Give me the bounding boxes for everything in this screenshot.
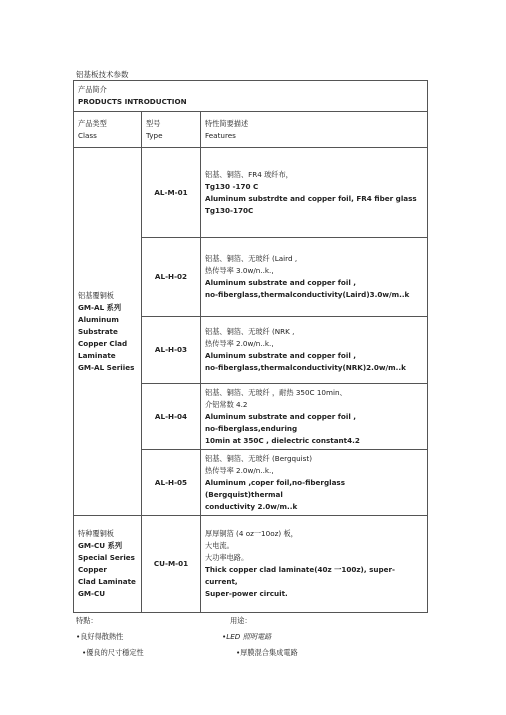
class-cell-cu xyxy=(74,516,142,613)
use-item: •厚膜混合集成電路 xyxy=(236,648,298,657)
class-al-line: GM-AL Seriies xyxy=(78,362,135,372)
class-cu-line: 特种覆铜板 xyxy=(78,529,114,538)
features-cell xyxy=(201,148,428,238)
class-cu-line: Copper xyxy=(78,565,107,574)
feature-line: no-fiberglass,thermalconductivity(Laird)3.0w/m..k xyxy=(205,290,410,299)
header-class-cn: 产品类型 xyxy=(78,118,107,128)
table-row xyxy=(74,516,428,613)
class-al-line: Copper Clad xyxy=(78,338,128,348)
use-label: 用途： xyxy=(230,616,252,625)
feature-line: Aluminum ,coper foil,no-fiberglass (Bergquist)thermal xyxy=(205,477,345,499)
feature-line: no-fiberglass,thermalconductivity(NRK)2.0w/m..k xyxy=(205,363,406,372)
feature-line: 热传导率 2.0w/n..k., xyxy=(205,465,274,475)
header-type-en: Type xyxy=(146,130,163,140)
feature-line: 热传导率 2.0w/n..k., xyxy=(205,339,274,348)
type-cell: AL-H-03 xyxy=(142,317,201,384)
class-al-line: GM-AL 系列 xyxy=(78,302,122,312)
feature-line: 铝基、铜箔、无玻纤 (Bergquist) xyxy=(205,453,313,463)
feature-line: conductivity 2.0w/m..k xyxy=(205,501,298,511)
header-type xyxy=(142,112,201,148)
class-al-line: 铝基覆铜板 xyxy=(78,290,114,300)
features-cell xyxy=(201,317,428,384)
feature-line: 10min at 350C , dielectric constant4.2 xyxy=(205,435,360,445)
features-label: 特點： xyxy=(76,616,98,625)
header-features xyxy=(201,112,428,148)
header-class xyxy=(74,112,142,148)
spec-table xyxy=(73,80,428,613)
header-class-en: Class xyxy=(78,130,97,140)
header-row xyxy=(74,112,428,148)
feature-line: Aluminum substrate and copper foil , xyxy=(205,278,357,287)
class-cu-line: GM-CU xyxy=(78,589,106,598)
header-type-cn: 型号 xyxy=(146,118,161,128)
use-item: •LED 照明電路 xyxy=(222,632,272,641)
feature-line: Super-power circuit. xyxy=(205,589,288,598)
type-cell: AL-M-01 xyxy=(142,148,201,238)
feature-line: 铝基、铜箔、无玻纤 (NRK , xyxy=(205,327,295,336)
intro-cn: 产品简介 xyxy=(78,85,107,94)
page-title: 铝基板技术参数 xyxy=(76,70,129,79)
feature-line: Tg130-170C xyxy=(205,205,254,215)
feature-line: Tg130 -170 C xyxy=(205,181,259,191)
feature-line: 热传导率 3.0w/n..k., xyxy=(205,266,274,275)
feature-line: 铝基、铜箔、无玻纤 ，耐热 350C 10min、 xyxy=(205,387,347,397)
type-cell: CU-M-01 xyxy=(142,516,201,613)
class-cu-line: Special Series xyxy=(78,553,135,562)
header-features-en: Features xyxy=(205,130,236,140)
class-al-line: Laminate xyxy=(78,350,116,360)
class-al-line: Aluminum xyxy=(78,314,119,324)
class-al-line: Substrate xyxy=(78,326,118,336)
table-row xyxy=(74,148,428,238)
intro-row xyxy=(74,81,428,112)
feature-line: 厚厚铜箔 (4 oz一10oz) 板， xyxy=(205,529,298,538)
feature-item: •優良的尺寸穩定性 xyxy=(82,648,144,657)
features-cell xyxy=(201,384,428,450)
feature-line: 大功率电路。 xyxy=(205,553,249,562)
feature-line: Aluminum substrate and copper foil , xyxy=(205,351,357,360)
header-features-cn: 特性简要描述 xyxy=(205,118,249,128)
feature-line: 铝基、铜箔、无玻纤 (Laird , xyxy=(205,254,298,263)
features-cell xyxy=(201,450,428,516)
feature-line: Aluminum substrdte and copper foil, FR4 fiber glass xyxy=(205,193,417,203)
class-cu-line: Clad Laminate xyxy=(78,577,136,586)
feature-line: 铝基、铜箔、FR4 玻纤布， xyxy=(205,169,293,179)
features-cell xyxy=(201,238,428,317)
feature-line: no-fiberglass,enduring xyxy=(205,423,298,433)
type-cell: AL-H-04 xyxy=(142,384,201,450)
feature-line: Thick copper clad laminate(40z 一100z), super-current, xyxy=(205,565,396,586)
intro-cell xyxy=(74,81,428,112)
feature-line: 介铝常数 4.2 xyxy=(205,399,248,409)
intro-en: PRODUCTS INTRODUCTION xyxy=(78,97,187,106)
type-cell: AL-H-05 xyxy=(142,450,201,516)
features-cell xyxy=(201,516,428,613)
feature-item: •良好得散熱性 xyxy=(76,632,124,641)
feature-line: 大电流。 xyxy=(205,541,234,550)
feature-line: Aluminum substrate and copper foil , xyxy=(205,411,357,421)
type-cell: AL-H-02 xyxy=(142,238,201,317)
class-cell-al xyxy=(74,148,142,516)
class-cu-line: GM-CU 系列 xyxy=(78,541,123,550)
